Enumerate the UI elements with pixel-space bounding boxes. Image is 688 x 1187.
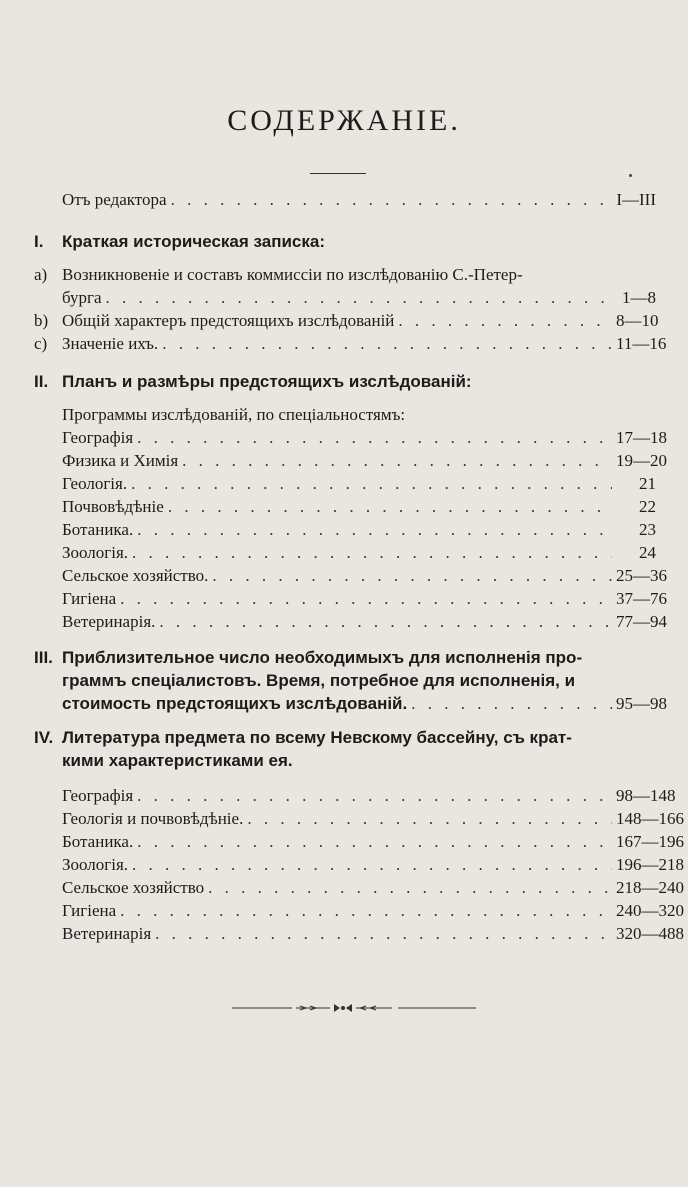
toc-entry <box>62 286 656 310</box>
toc-pages: 320—488 <box>616 924 684 943</box>
toc-label: Почвовѣдѣніе <box>62 497 164 516</box>
toc-label: Возникновеніе и составъ коммиссіи по изслѣдованію С.-Петер- <box>62 265 523 284</box>
toc-entry <box>62 876 684 900</box>
toc-label: Ботаника. <box>62 832 134 851</box>
section-numeral: II. <box>34 372 49 391</box>
section-heading: Краткая историческая записка: <box>62 232 326 251</box>
section-heading-line: Литература предмета по всему Невскому бассейну, съ крат- <box>62 728 572 747</box>
section-heading-line: Приблизительное число необходимыхъ для исполненія про- <box>62 648 583 667</box>
toc-label: Физика и Химія <box>62 451 179 470</box>
leader-dots <box>182 449 612 473</box>
item-letter: b) <box>34 311 49 330</box>
leader-dots <box>131 472 612 496</box>
leader-dots <box>398 309 612 333</box>
section-heading: Планъ и размѣры предстоящихъ изслѣдованій: <box>62 372 472 391</box>
toc-entry <box>62 692 667 716</box>
toc-label: Значеніе ихъ. <box>62 334 159 353</box>
leader-dots <box>120 587 612 611</box>
toc-pages: 148—166 <box>616 809 684 828</box>
toc-label: Зоологія. <box>62 855 129 874</box>
toc-entry <box>62 309 659 333</box>
page-title: СОДЕРЖАНІЕ. <box>227 104 461 137</box>
toc-label: Зоологія. <box>62 543 129 562</box>
section-numeral: III. <box>34 648 53 667</box>
toc-entry <box>62 564 667 588</box>
toc-label: Ветеринарія. <box>62 612 156 631</box>
leader-dots <box>155 922 612 946</box>
item-letter: c) <box>34 334 48 353</box>
toc-pages: 98—148 <box>616 786 676 805</box>
leader-dots <box>132 541 612 565</box>
section-intro: Программы изслѣдованій, по спеціальностямъ: <box>62 405 406 424</box>
toc-pages: 22 <box>639 497 656 516</box>
toc-pages: 8—10 <box>616 311 659 330</box>
toc-label: Сельское хозяйство <box>62 878 205 897</box>
toc-entry <box>62 610 667 634</box>
title-rule <box>310 173 366 174</box>
section-heading-line: стоимость предстоящихъ изслѣдованій. <box>62 694 408 713</box>
toc-entry <box>62 853 684 877</box>
toc-entry <box>62 587 667 611</box>
leader-dots <box>137 784 612 808</box>
toc-entry <box>62 518 656 542</box>
leader-dots <box>120 899 612 923</box>
section-heading-line: граммъ спеціалистовъ. Время, потребное для исполненія, и <box>62 671 576 690</box>
toc-entry <box>62 332 667 356</box>
toc-pages: I—III <box>616 190 656 209</box>
item-letter: a) <box>34 265 48 284</box>
toc-entry <box>62 784 676 808</box>
toc-entry <box>62 472 656 496</box>
toc-label: Ветеринарія <box>62 924 152 943</box>
toc-entry <box>62 830 684 854</box>
ornament-divider <box>0 998 688 1018</box>
toc-pages: 1—8 <box>622 288 656 307</box>
toc-pages: 24 <box>639 543 656 562</box>
toc-label: Географія <box>62 428 134 447</box>
toc-pages: 21 <box>639 474 656 493</box>
toc-pages: 240—320 <box>616 901 684 920</box>
toc-entry <box>62 541 656 565</box>
leader-dots <box>159 610 612 634</box>
toc-label: Общій характеръ предстоящихъ изслѣдованій <box>62 311 395 330</box>
toc-label: Геологія. <box>62 474 128 493</box>
toc-pages: 196—218 <box>616 855 684 874</box>
toc-label: бурга <box>62 288 102 307</box>
leader-dots <box>137 518 612 542</box>
section-heading-line: кими характеристиками ея. <box>62 751 293 770</box>
section-numeral: I. <box>34 232 44 251</box>
toc-pages: 218—240 <box>616 878 684 897</box>
toc-label: Геологія и почвовѣдѣніе. <box>62 809 244 828</box>
toc-pages: 95—98 <box>616 694 667 713</box>
leader-dots <box>208 876 612 900</box>
toc-pages: 77—94 <box>616 612 667 631</box>
leader-dots <box>137 426 612 450</box>
leader-dots <box>212 564 612 588</box>
toc-label: Сельское хозяйство. <box>62 566 209 585</box>
section-numeral: IV. <box>34 728 54 747</box>
toc-pages: 11—16 <box>616 334 667 353</box>
toc-entry <box>62 922 684 946</box>
leader-dots <box>411 692 612 716</box>
leader-dots <box>137 830 612 854</box>
toc-entry <box>62 449 667 473</box>
toc-pages: 23 <box>639 520 656 539</box>
toc-entry <box>62 495 656 519</box>
toc-pages: 37—76 <box>616 589 667 608</box>
toc-pages: 25—36 <box>616 566 667 585</box>
leader-dots <box>162 332 612 356</box>
leader-dots <box>168 495 612 519</box>
speck-dot <box>629 174 632 177</box>
leader-dots <box>171 188 612 212</box>
leader-dots <box>247 807 612 831</box>
toc-entry <box>62 807 684 831</box>
toc-entry-preface <box>62 188 656 212</box>
toc-pages: 19—20 <box>616 451 667 470</box>
toc-pages: 167—196 <box>616 832 684 851</box>
toc-pages: 17—18 <box>616 428 667 447</box>
leader-dots <box>132 853 612 877</box>
toc-entry <box>62 426 667 450</box>
toc-entry <box>62 899 684 923</box>
toc-label: Географія <box>62 786 134 805</box>
toc-label: Ботаника. <box>62 520 134 539</box>
toc-label: Отъ редактора <box>62 190 167 209</box>
toc-label: Гигіена <box>62 901 117 920</box>
toc-label: Гигіена <box>62 589 117 608</box>
leader-dots <box>106 286 612 310</box>
